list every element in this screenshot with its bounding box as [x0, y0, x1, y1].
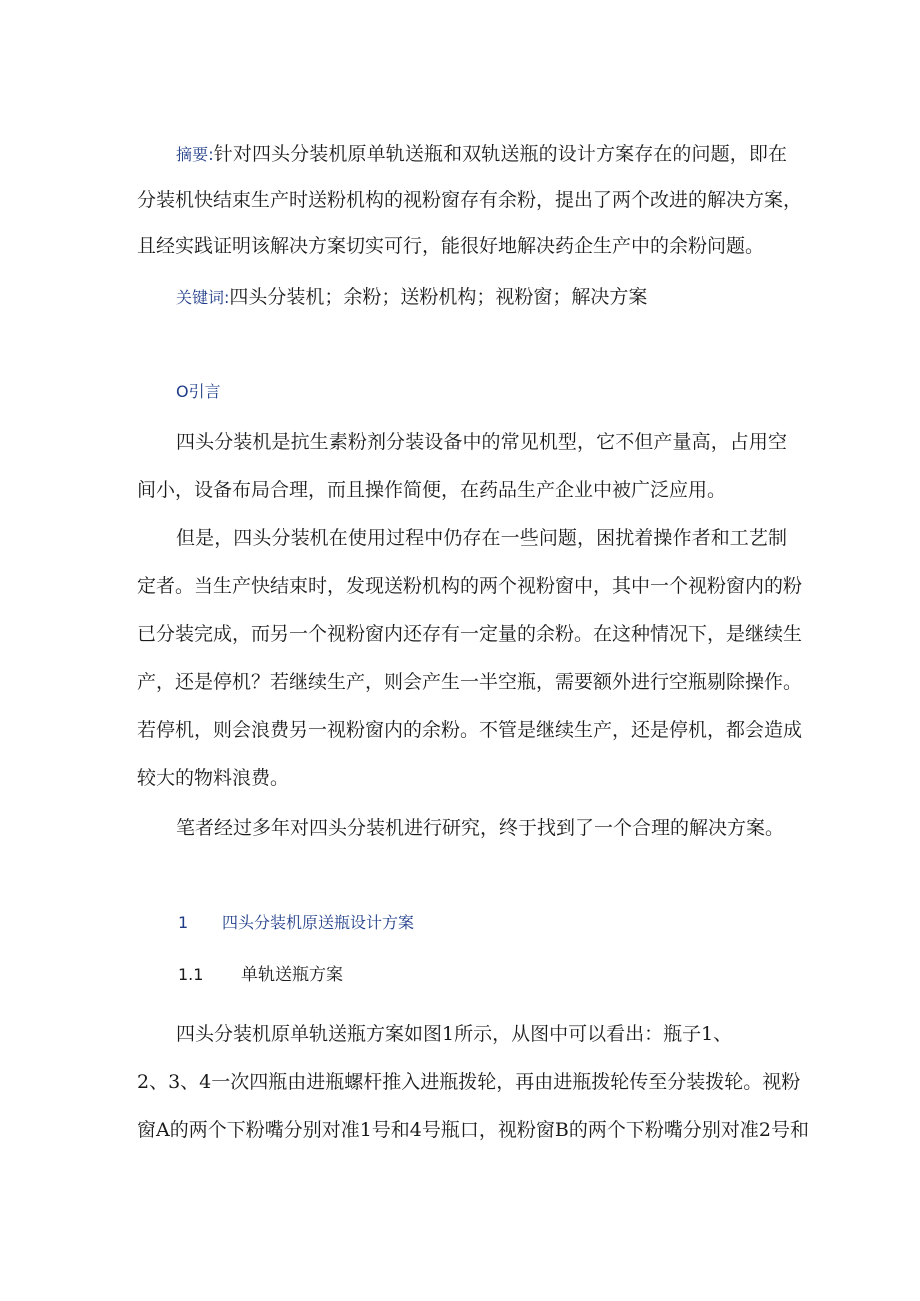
section-1-1-body-line-2: 2、3、4一次四瓶由进瓶螺杆推入进瓶拨轮，再由进瓶拨轮传至分装拨轮。视粉 [137, 1071, 801, 1093]
abstract-label: 摘要: [176, 145, 214, 164]
intro-p2-line-2: 定者。当生产快结束时，发现送粉机构的两个视粉窗中，其中一个视粉窗内的粉 [137, 575, 803, 597]
section-1-title: 四头分装机原送瓶设计方案 [222, 913, 415, 932]
keywords-text: 四头分装机；余粉；送粉机构；视粉窗；解决方案 [229, 286, 648, 308]
keywords-label: 关键词: [176, 288, 230, 307]
section-1-1-number: 1.1 [178, 965, 204, 984]
abstract-line-1 [176, 142, 787, 167]
section-1-1-title: 单轨送瓶方案 [241, 965, 343, 985]
intro-p2-line-6: 较大的物料浪费。 [137, 767, 290, 789]
intro-p2-line-3: 已分装完成，而另一个视粉窗内还存有一定量的余粉。在这种情况下，是继续生 [137, 623, 803, 645]
intro-heading: O引言 [176, 382, 221, 401]
section-1-1-body-line-1: 四头分装机原单轨送瓶方案如图1所示，从图中可以看出：瓶子1、 [176, 1023, 733, 1045]
intro-p2-line-1: 但是，四头分装机在使用过程中仍存在一些问题，困扰着操作者和工艺制 [176, 527, 787, 549]
section-1-1-body-line-3: 窗A的两个下粉嘴分别对准1号和4号瓶口，视粉窗B的两个下粉嘴分别对准2号和 [137, 1119, 809, 1141]
abstract-line-3: 且经实践证明该解决方案切实可行，能很好地解决药企生产中的余粉问题。 [137, 235, 765, 257]
keywords-line [176, 285, 787, 310]
intro-p2-line-4: 产，还是停机？若继续生产，则会产生一半空瓶，需要额外进行空瓶剔除操作。 [137, 671, 803, 693]
intro-p1-line-2: 间小，设备布局合理，而且操作简便，在药品生产企业中被广泛应用。 [137, 479, 727, 501]
intro-p1-line-1: 四头分装机是抗生素粉剂分装设备中的常见机型，它不但产量高，占用空 [176, 431, 787, 453]
intro-p3-line-1: 笔者经过多年对四头分装机进行研究，终于找到了一个合理的解决方案。 [176, 817, 785, 839]
intro-p2-line-5: 若停机，则会浪费另一视粉窗内的余粉。不管是继续生产，还是停机，都会造成 [137, 719, 803, 741]
abstract-line-2: 分装机快结束生产时送粉机构的视粉窗存有余粉，提出了两个改进的解决方案， [137, 189, 803, 211]
section-1-number: 1 [178, 913, 189, 932]
abstract-text-1: 针对四头分装机原单轨送瓶和双轨送瓶的设计方案存在的问题，即在 [213, 143, 787, 165]
